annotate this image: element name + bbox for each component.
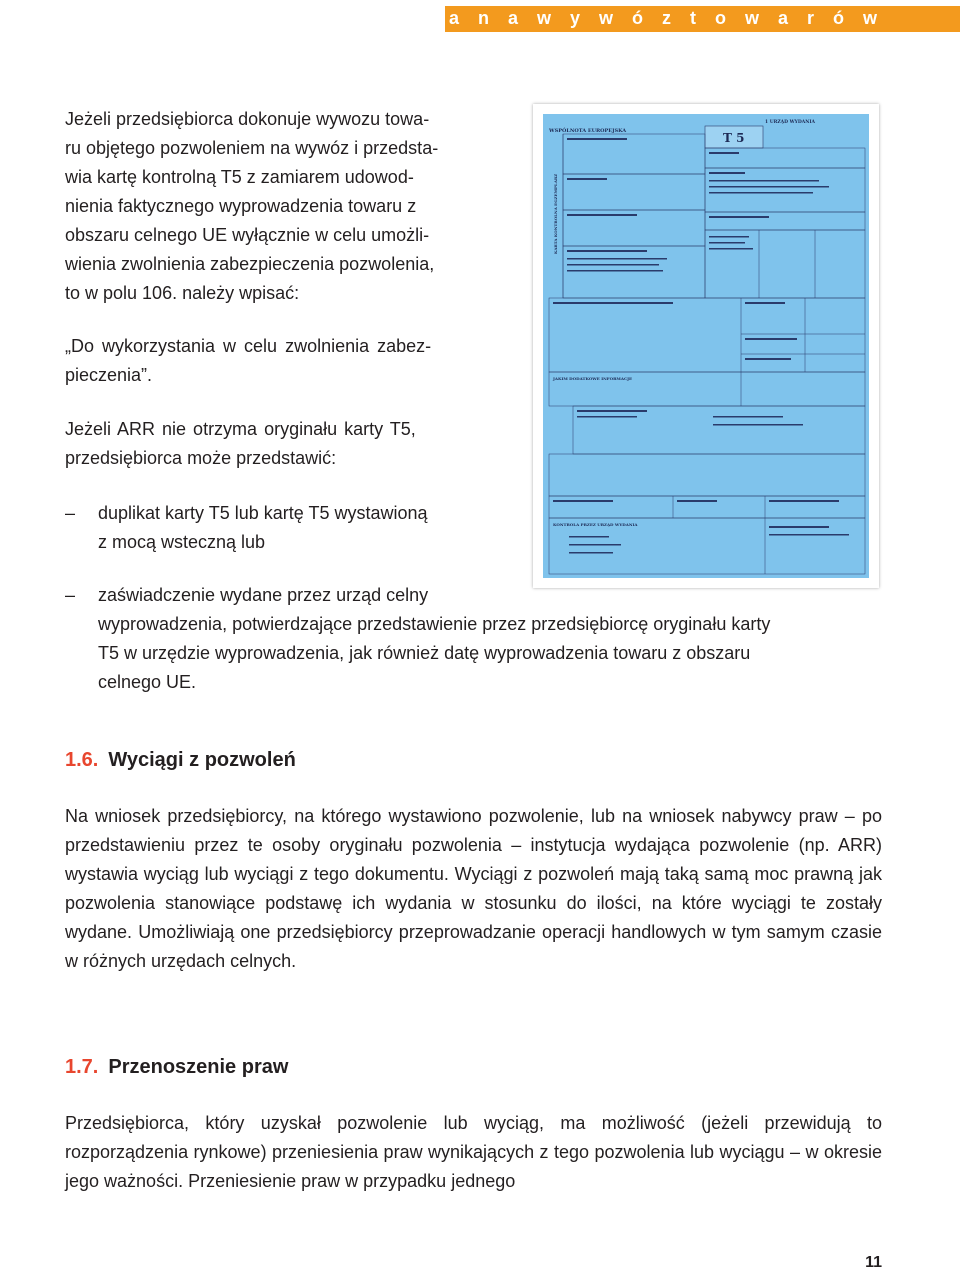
- arr-line: przedsiębiorca może przedstawić:: [65, 448, 337, 468]
- form-header-left: WSPÓLNOTA EUROPEJSKA: [549, 128, 627, 134]
- list-item-text: celnego UE.: [98, 672, 197, 692]
- section-title: Wyciągi z pozwoleń: [108, 749, 296, 771]
- list-item-text: zaświadczenie wydane przez urząd celny: [98, 585, 429, 605]
- section-heading: [65, 749, 296, 772]
- section-heading: [65, 1056, 288, 1079]
- arr-line: Jeżeli ARR nie otrzyma oryginału karty T5,: [65, 419, 416, 439]
- page-number: 11: [865, 1254, 882, 1271]
- t5-form-image: [533, 104, 879, 588]
- form-header-right: 1 URZĄD WYDANIA: [765, 120, 815, 125]
- header-bar: [190, 6, 960, 32]
- intro-line: nienia faktycznego wyprowadzenia towaru z: [65, 196, 417, 216]
- section-number: 1.7.: [65, 1056, 99, 1078]
- list-item-text: z mocą wsteczną lub: [98, 532, 266, 552]
- header-title: P o z w o l e n i a n a w y w ó z t o w a r ó w: [190, 8, 884, 28]
- dash-bullet: –: [65, 503, 76, 523]
- form-side-label: KARTA KONTROLNA EGZEMPLARZ: [553, 173, 558, 254]
- dash-bullet: –: [65, 585, 76, 605]
- list-item-text: T5 w urzędzie wyprowadzenia, jak również datę wyprowadzenia towaru z obszaru: [98, 643, 751, 663]
- quote-line: „Do wykorzystania w celu zwolnienia zabez-: [65, 336, 432, 356]
- section-number: 1.6.: [65, 749, 99, 771]
- intro-line: obszaru celnego UE wyłącznie w celu umożli-: [65, 225, 430, 245]
- section-paragraph: Przedsiębiorca, który uzyskał pozwolenie lub wyciąg, ma możliwość (jeżeli przewidują to rozporządzenia rynkowe) przeniesienia praw wynikających z tego pozwolenia lub wyciągu – w okresie jego ważności. Przeniesienie praw w przypadku jednego: [65, 1113, 882, 1191]
- form-section-control: KONTROLA PRZEZ URZĄD WYDANIA: [553, 522, 638, 527]
- intro-line: ru objętego pozwoleniem na wywóz i przedsta-: [65, 138, 439, 158]
- intro-line: to w polu 106. należy wpisać:: [65, 283, 300, 303]
- section-paragraph: Na wniosek przedsiębiorcy, na którego wystawiono pozwolenie, lub na wniosek nabywcy praw – po przedstawieniu przez te osoby oryginału pozwolenia – instytucja wydająca pozwolenie (np. ARR) wystawia wyciąg lub wyciągi z tego dokumentu. Wyciągi z pozwoleń mają taką samą moc prawną jak pozwolenia stanowiące podstawę ich wydania w stosunku do ilości, na które wyciągi te zostały wydane. Umożliwiają one przedsiębiorcy przeprowadzanie operacji handlowych w tym samym czasie w różnych urzędach celnych.: [65, 806, 882, 971]
- form-background: [543, 114, 869, 578]
- intro-line: wia kartę kontrolną T5 z zamiarem udowod-: [65, 167, 414, 187]
- intro-line: wienia zwolnienia zabezpieczenia pozwolenia,: [65, 254, 435, 274]
- form-title: T 5: [723, 131, 745, 145]
- list-item-text: duplikat karty T5 lub kartę T5 wystawioną: [98, 503, 428, 523]
- section-title: Przenoszenie praw: [108, 1056, 289, 1078]
- t5-form-graphic: [533, 104, 879, 588]
- list-item-text: wyprowadzenia, potwierdzające przedstawienie przez przedsiębiorcę oryginału karty: [98, 614, 771, 634]
- quote-line: pieczenia”.: [65, 365, 153, 385]
- form-section-info: JAKIM DODATKOWE INFORMACJE: [553, 376, 633, 381]
- intro-line: Jeżeli przedsiębiorca dokonuje wywozu towa-: [65, 109, 430, 129]
